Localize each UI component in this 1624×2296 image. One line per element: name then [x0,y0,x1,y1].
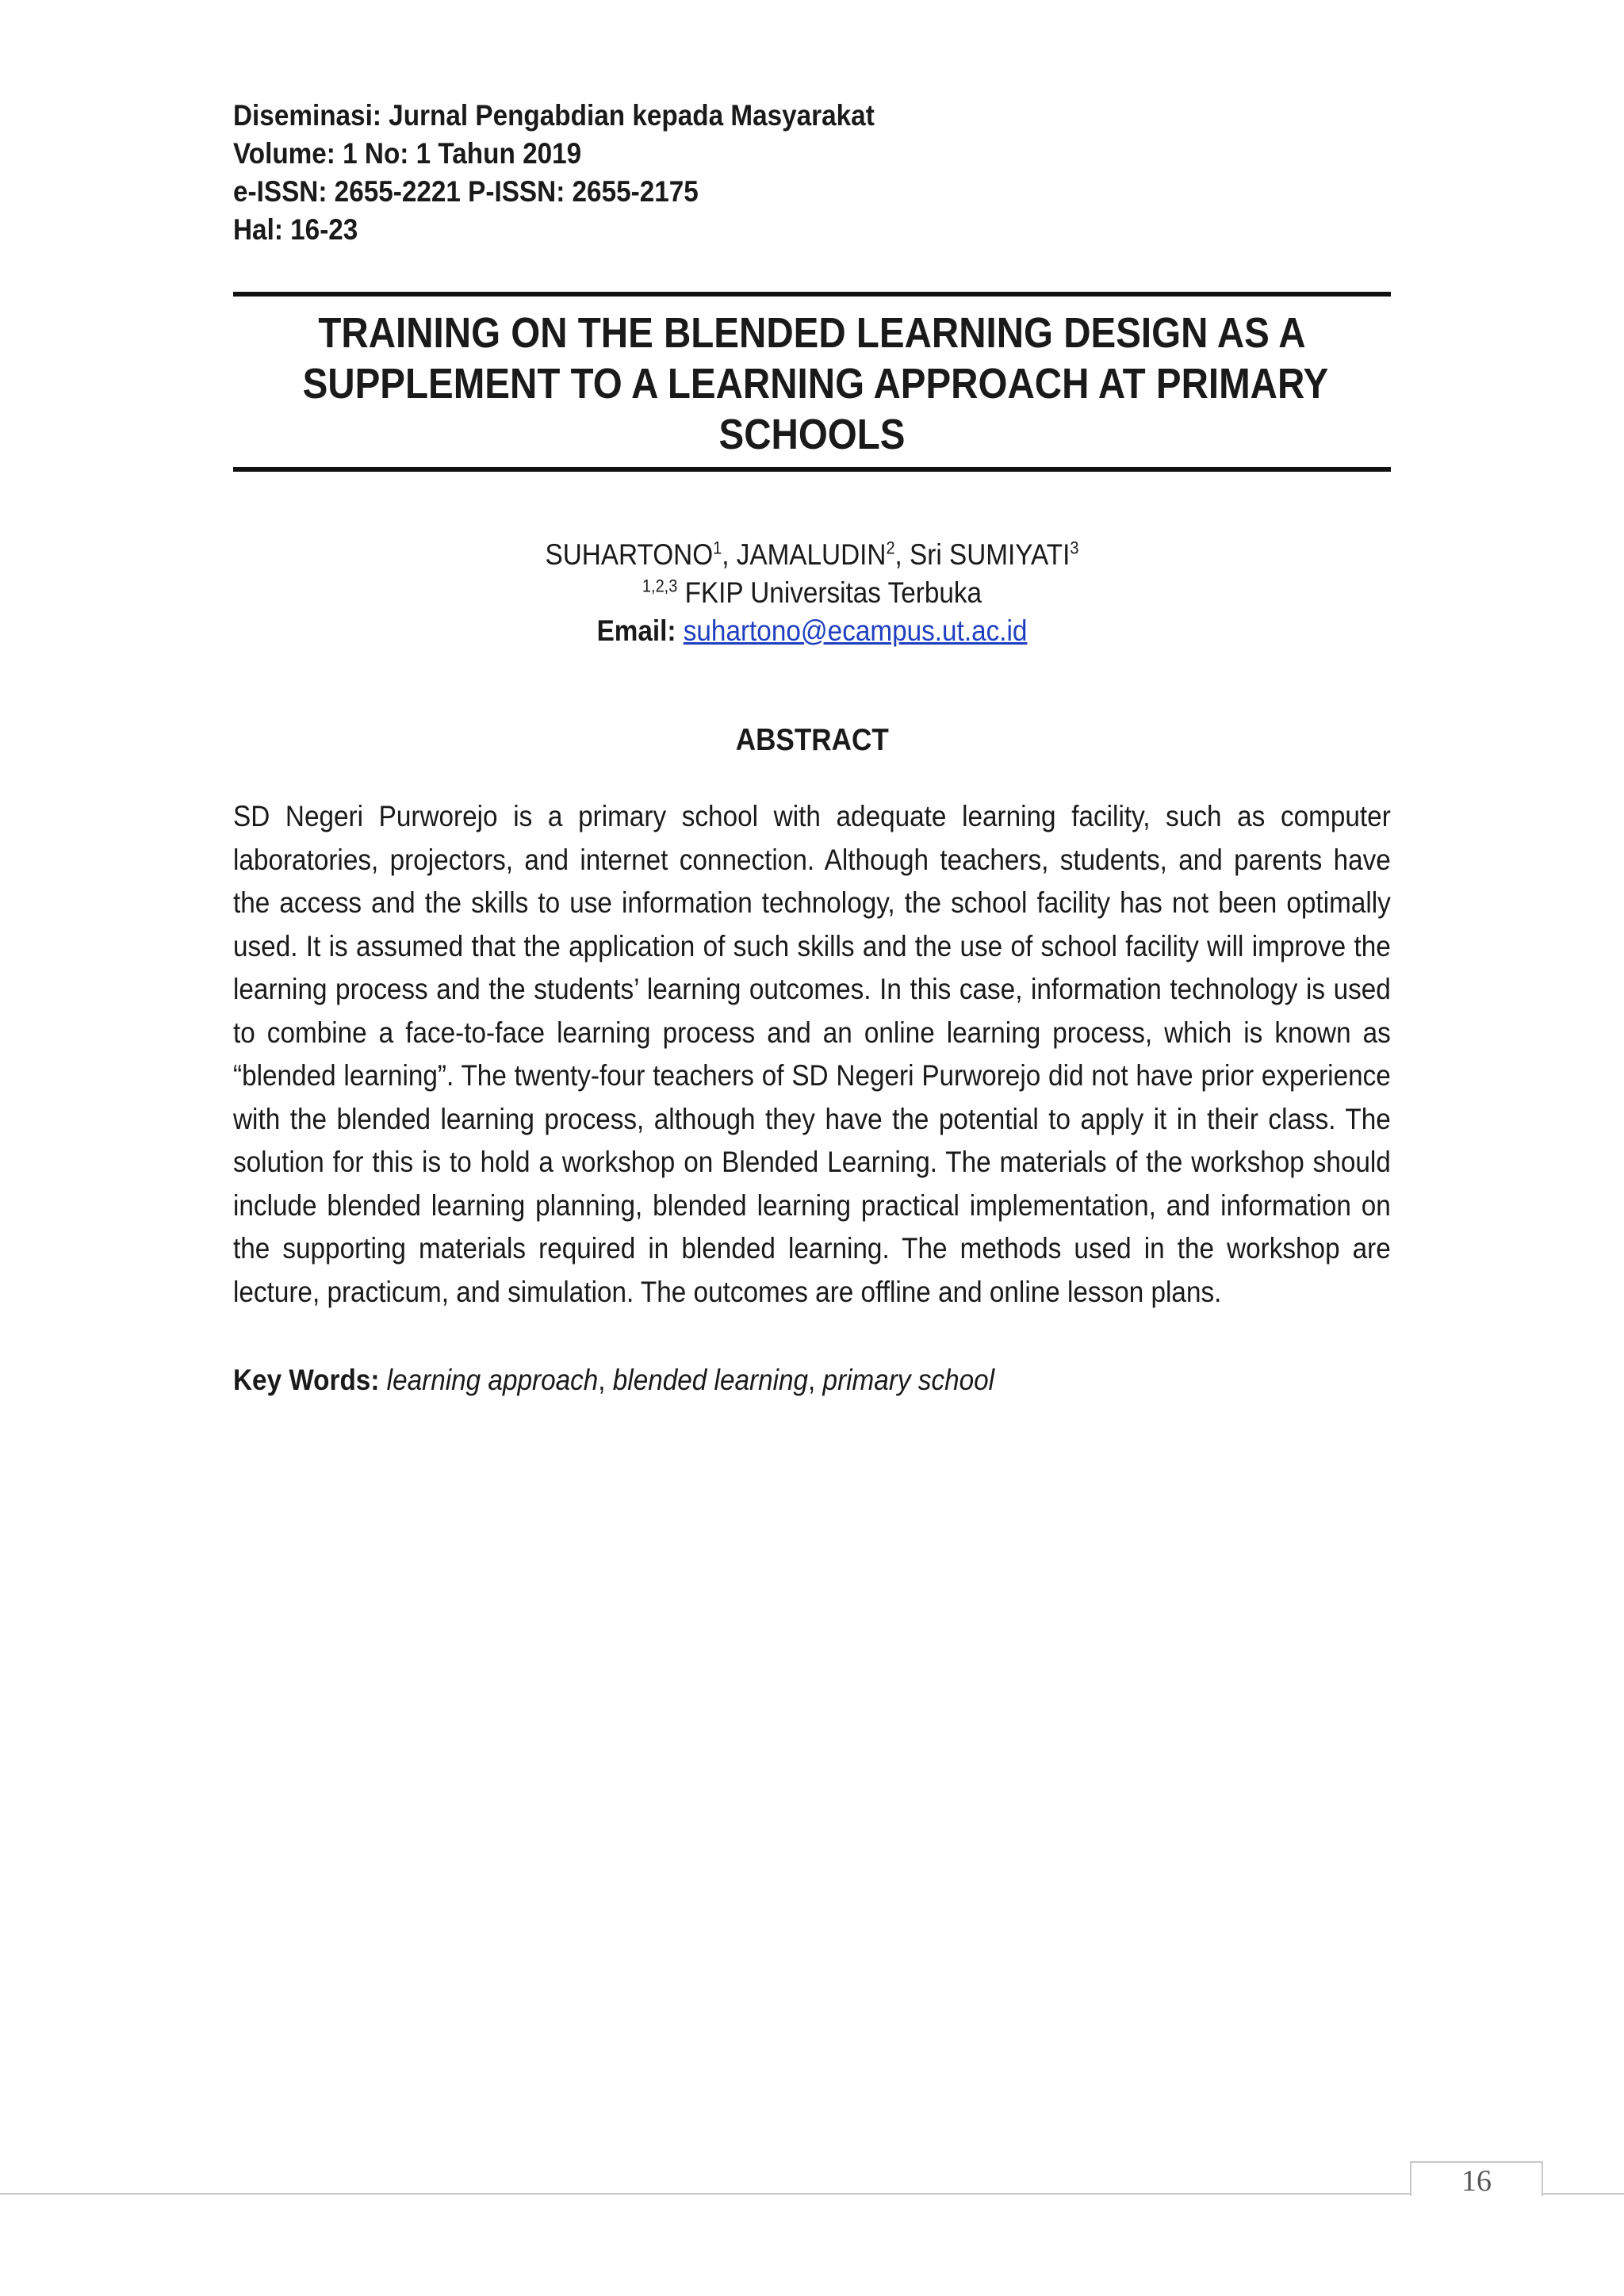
footer-rule [0,2193,1624,2195]
journal-volume: Volume: 1 No: 1 Tahun 2019 [233,137,582,170]
affiliation-sup: 1,2,3 [642,576,678,596]
title-line-3: SCHOOLS [718,411,906,458]
keyword-sep-1: , [598,1364,613,1396]
keyword-2: blended learning [612,1364,809,1396]
keyword-sep-2: , [808,1364,823,1396]
abstract-heading-text: ABSTRACT [735,723,889,757]
keyword-1: learning approach [386,1364,599,1396]
affiliation [291,574,1333,612]
journal-pages: Hal: 16-23 [233,213,358,246]
journal-issn: e-ISSN: 2655-2221 P-ISSN: 2655-2175 [233,175,699,208]
title-line-1: TRAINING ON THE BLENDED LEARNING DESIGN AS A [318,309,1306,357]
abstract-body: SD Negeri Purworejo is a primary school with adequate learning facility, such as computer laboratories, projectors, and internet connection. Although teachers, students, and parents have the access and the skills to use information technology, the school facility has not been optimally used. It is assumed that the application of such skills and the use of school facility will improve the learning process and the students’ learning outcomes. In this case, information technology is used to combine a face-to-face learning process and an online learning process, which is known as “blended learning”. The twenty-four teachers of SD Negeri Purworejo did not have prior experience with the blended learning process, although they have the potential to apply it in their class. The solution for this is to hold a workshop on Blended Learning. The materials of the workshop should include blended learning planning, blended learning practical implementation, and information on the supporting materials required in blended learning. The methods used in the workshop are lecture, practicum, and simulation. The outcomes are offline and online lesson plans. [233,800,1391,1308]
author-block [233,536,1391,650]
title-bottom-rule [233,467,1391,472]
keywords-label: Key Words: [233,1364,380,1396]
page-number: 16 [1461,2164,1492,2198]
journal-header [233,97,875,249]
abstract-heading [233,723,1391,758]
author-2-sup: 2 [886,538,895,558]
email-line [291,612,1333,650]
email-label: Email: [596,614,676,647]
keyword-3: primary school [822,1364,995,1396]
paper-title [233,308,1391,460]
keywords [233,1359,994,1402]
affiliation-text: FKIP Universitas Terbuka [677,576,982,609]
journal-name: Diseminasi: Jurnal Pengabdian kepada Masyarakat [233,99,875,132]
author-names [291,536,1333,574]
author-1: SUHARTONO [545,538,714,571]
author-3: , Sri SUMIYATI [894,538,1071,571]
author-2: , JAMALUDIN [722,538,887,571]
email-link[interactable]: suhartono@ecampus.ut.ac.id [683,614,1028,647]
author-3-sup: 3 [1070,538,1079,558]
author-1-sup: 1 [713,538,722,558]
title-top-rule [233,292,1391,297]
title-line-2: SUPPLEMENT TO A LEARNING APPROACH AT PRIMARY [302,360,1329,408]
